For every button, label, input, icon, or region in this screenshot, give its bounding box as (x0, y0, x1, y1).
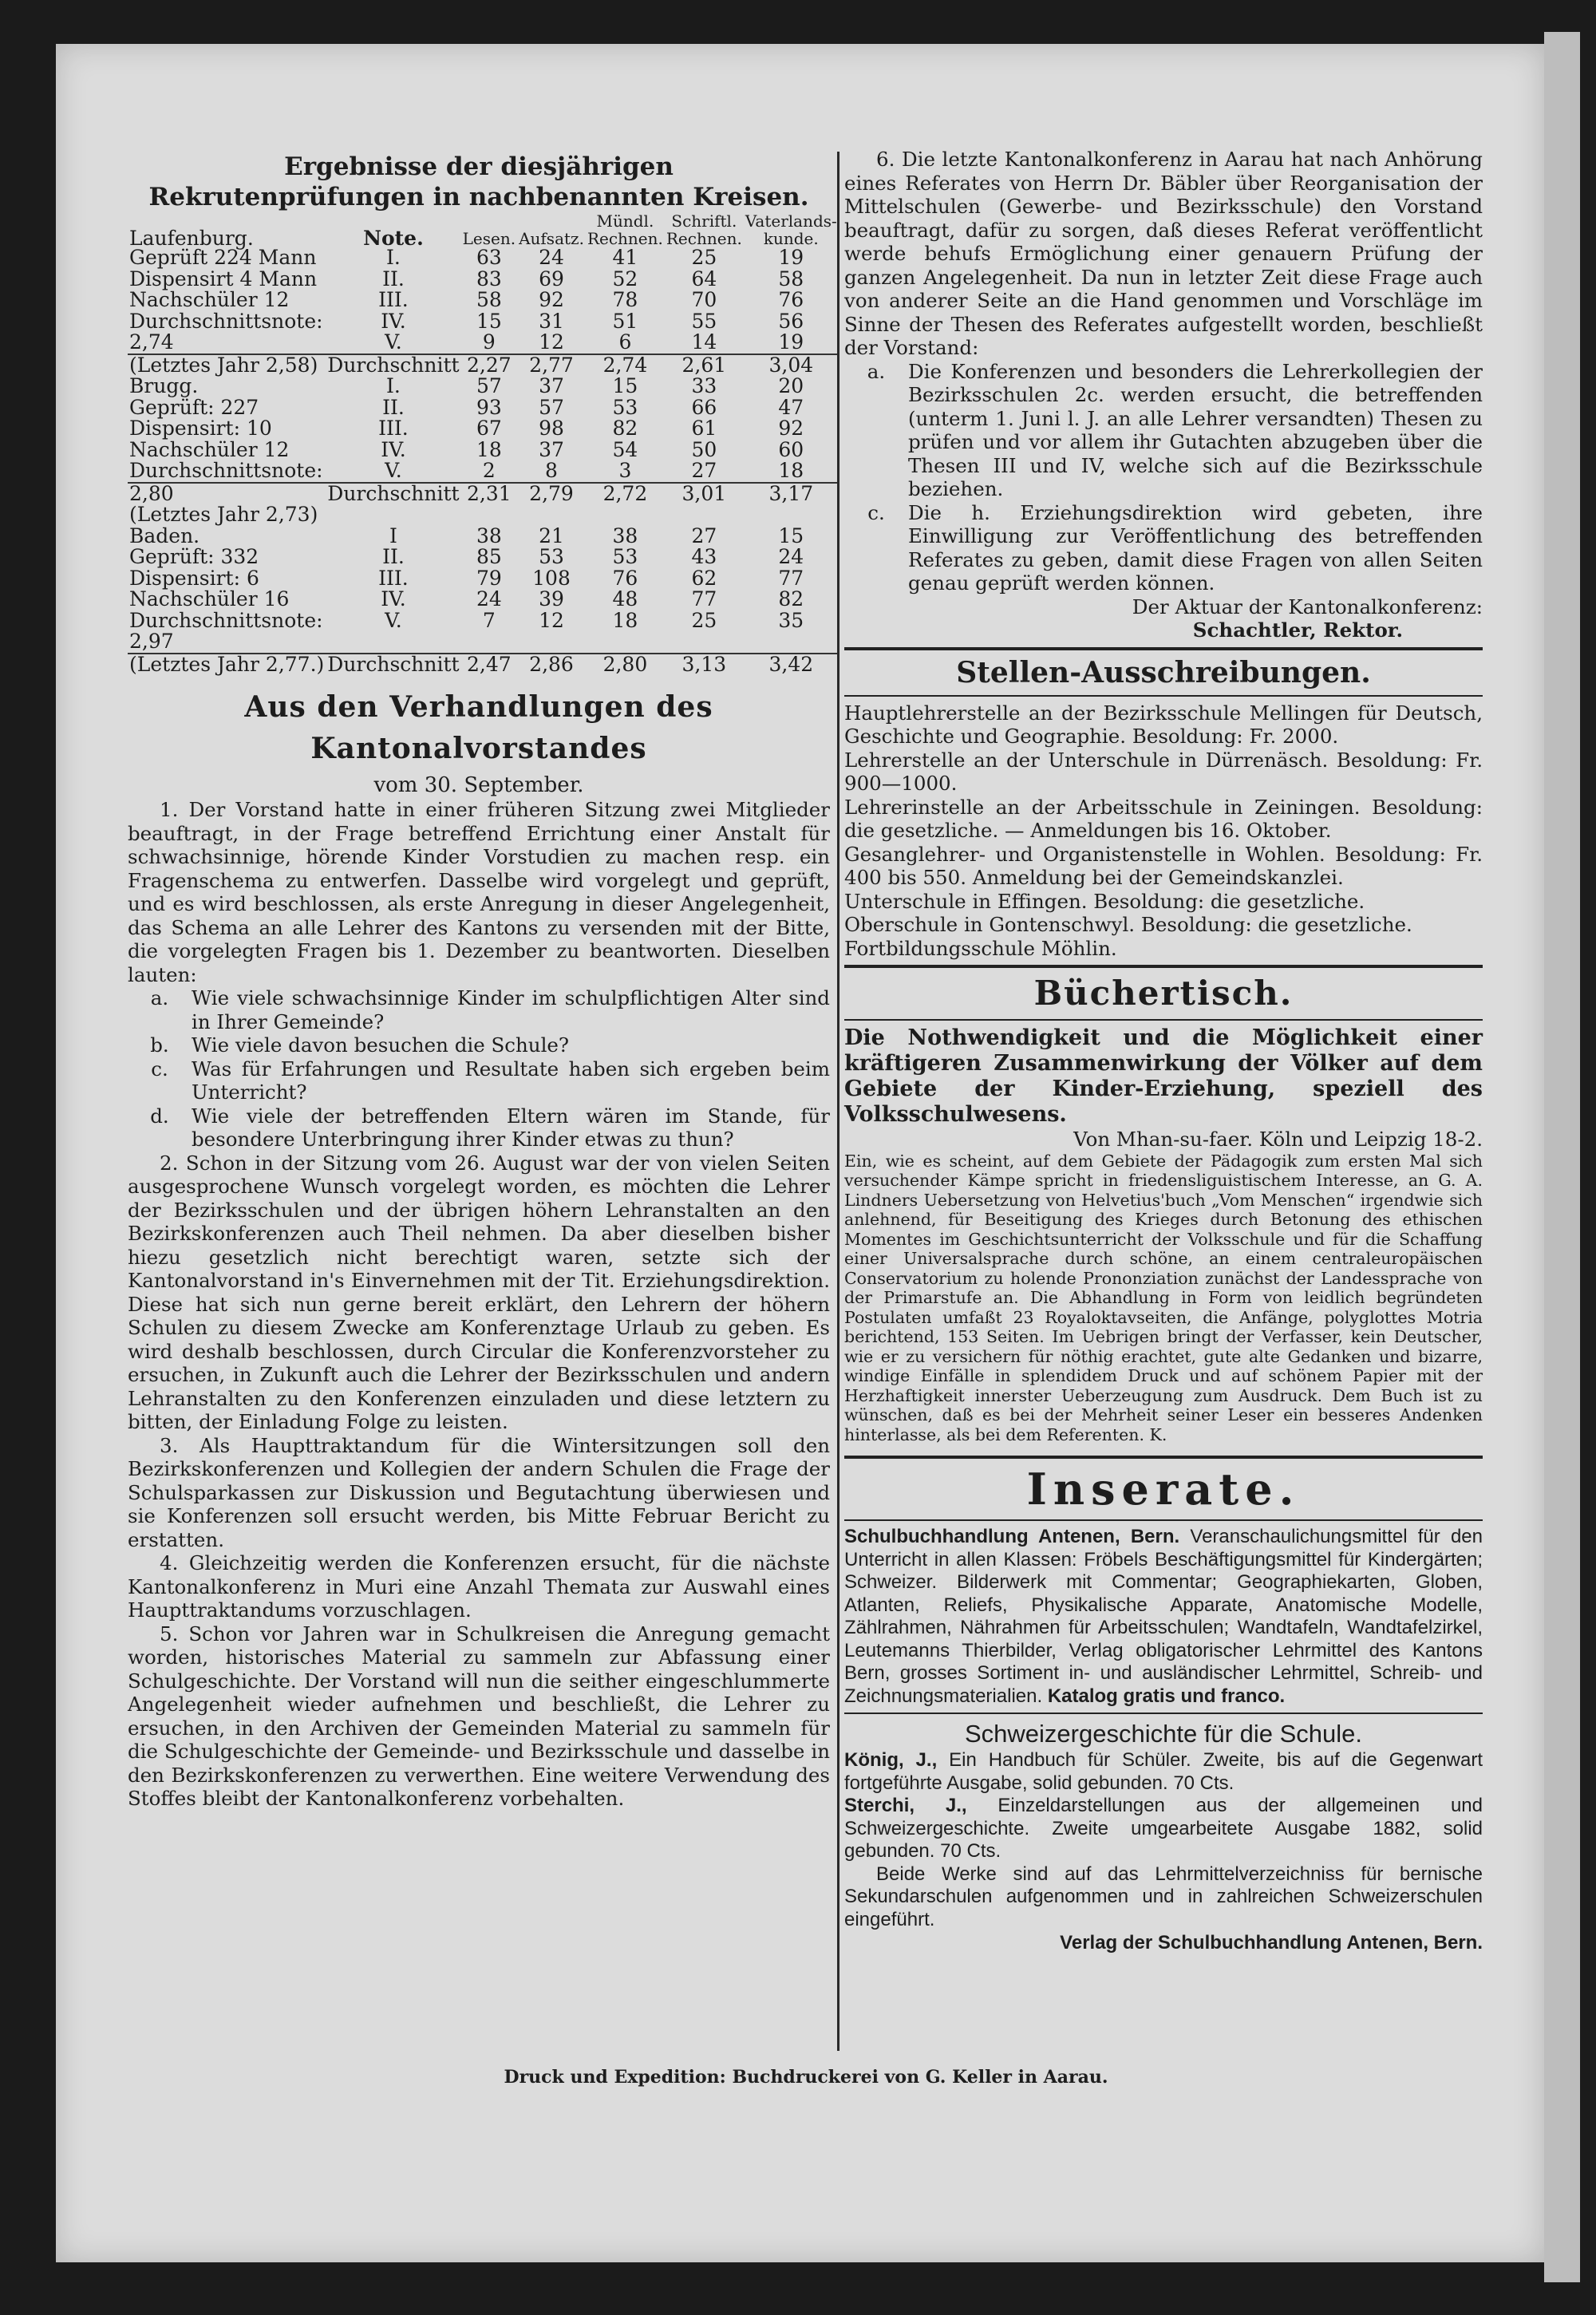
row-label: Baden. (129, 523, 200, 547)
section-rule (844, 965, 1483, 968)
value-cell: 33 (691, 374, 717, 397)
value-cell: 41 (612, 246, 638, 269)
table-row (128, 547, 839, 568)
table-row (128, 418, 839, 440)
table-row (128, 483, 839, 505)
list-item: Hauptlehrerstelle an der Bezirksschule Mellingen für Deutsch, Geschichte und Geographie. Besoldung: Fr. 2000. (844, 701, 1483, 748)
author-name: König, J., (844, 1749, 938, 1771)
value-cell: 38 (612, 523, 638, 547)
value-cell: 76 (778, 288, 804, 311)
table-row (128, 269, 839, 290)
ad-schweizergeschichte-title: Schweizergeschichte für die Schule. (965, 1720, 1362, 1748)
value-cell: 7 (482, 608, 496, 632)
book-price: 70 Cts. (940, 1840, 1001, 1862)
value-cell: 3,17 (744, 483, 839, 505)
value-cell: 77 (778, 566, 804, 590)
value-cell: 54 (612, 437, 638, 461)
row-label: Geprüft 224 Mann (129, 246, 317, 269)
list-item: Fortbildungsschule Möhlin. (844, 936, 1117, 960)
value-cell: 24 (539, 246, 564, 269)
section-rule (844, 1713, 1483, 1714)
note-cell: II. (382, 545, 405, 568)
value-cell: 92 (539, 288, 564, 311)
value-cell: 2,80 (586, 654, 665, 676)
value-cell: 12 (539, 330, 564, 354)
row-label: Dispensirt: 6 (129, 566, 259, 590)
item-label: c. (867, 500, 885, 524)
list-item (128, 1057, 830, 1104)
value-cell: 79 (476, 566, 502, 590)
paragraph-2: 2. Schon in der Sitzung vom 26. August war der von vielen Seiten ausgesprochene Wunsch vorgelegt worden, es möchten die Lehrer der Bezirksschulen und der übrigen höhern Lehranstalten an den Bezirkskonferenzen auch Theil nehmen. Da aber dieselben bisher hiezu gesetzlich nicht berechtigt waren, setzte sich der Kantonalvorstand in's Einvernehmen mit der Tit. Erziehungsdirektion. Diese hat sich nun gerne bereit erklärt, den Lehrern der höhern Schulen zu diesem Zwecke am Konferenztage Urlaub zu geben. Es wird deshalb beschlossen, durch Circular die Konferenzvorsteher zu ersuchen, in Zukunft auch die Lehrer der Bezirksschulen und andern Lehranstalten zu den Konferenzen einzuladen und diese letztern zu bitten, der Einladung Folge zu leisten. (128, 1151, 830, 1433)
value-cell: 58 (476, 288, 502, 311)
results-title: Ergebnisse der diesjährigen Rekrutenprüfungen in nachbenannten Kreisen. (148, 152, 809, 211)
value-cell: 60 (778, 437, 804, 461)
value-cell: 69 (539, 267, 564, 290)
value-cell: 83 (476, 267, 502, 290)
value-cell: 18 (476, 437, 502, 461)
table-row (128, 354, 839, 377)
results-header-row (128, 212, 839, 247)
value-cell: 2,31 (461, 483, 517, 505)
value-cell: 53 (612, 395, 638, 419)
item-text: Was für Erfahrungen und Resultate haben sich ergeben beim Unterricht? (192, 1057, 830, 1104)
row-label: Geprüft: 332 (129, 545, 259, 568)
table-row (128, 311, 839, 333)
value-cell (517, 631, 586, 654)
section-rule (844, 695, 1483, 697)
value-cell (461, 631, 517, 654)
adjacent-page-edge (1544, 32, 1580, 2282)
list-item (128, 1033, 830, 1057)
row-label: (Letztes Jahr 2,73) (129, 503, 318, 526)
value-cell: 25 (691, 246, 717, 269)
note-cell: V. (385, 608, 402, 632)
value-cell: 62 (691, 566, 717, 590)
row-label: Durchschnittsnote: (129, 608, 323, 632)
review-text: Ein, wie es scheint, auf dem Gebiete der Pädagogik zum ersten Mal sich versuchender Kämpe spricht in friedensliguistischem Interesse, an G. A. Lindners Uebersetzung von Helvetius'buch „Vom Menschen“ irgendwie sich anlehnend, für Beseitigung des Krieges durch Betonung des ethischen Momentes im Geschichtsunterricht der Volksschule und für die Schaffung einer Universalsprache durch schöne, an einem centraleuropäischen Conservatorium zu holende Prononziation zunächst der Landessprache von der Primarstufe an. Die Abhandlung in Form von leidlich begründeten Postulaten umfaßt 23 Royaloktavseiten, die Anfänge, polyglottes Motria berichtend, 153 Seiten. Im Uebrigen bringt der Verfasser, kein Deutscher, wie er zu versichern für nöthig erachtet, gute alte Gedanken und bizarre, windige Einfälle in splendidem Druck und auf schönem Papier mit der Herzhaftigkeit innerster Ueberzeugung zum Ausdruck. Dem Buch ist zu wünschen, daß es bei der Mehrheit seiner Leser ein besseres Andenken hinterlasse, als bei dem Referenten. (844, 1151, 1483, 1444)
value-cell: 2,61 (665, 354, 744, 377)
value-cell: 3,01 (665, 483, 744, 505)
value-cell: 78 (612, 288, 638, 311)
value-cell: 27 (691, 523, 717, 547)
value-cell: 38 (476, 523, 502, 547)
ad-catalog: Katalog gratis und franco. (1047, 1685, 1286, 1707)
value-cell: 2,74 (586, 354, 665, 377)
value-cell: 53 (612, 545, 638, 568)
col-header-district: Laufenburg. (129, 227, 254, 250)
book-text: Ein Handbuch für Schüler. Zweite, bis auf die Gegenwart fortgeführte Ausgabe, solid gebunden. 70 Cts. (844, 1749, 1483, 1794)
value-cell: 2,79 (517, 483, 586, 505)
note-cell: V. (385, 330, 402, 354)
table-row (128, 504, 839, 526)
ad-note: Beide Werke sind auf das Lehrmittelverzeichniss für bernische Sekundarschulen aufgenommen und in zahlreichen Schweizerschulen eingeführt. (844, 1863, 1483, 1930)
item-text: Wie viele davon besuchen die Schule? (192, 1033, 570, 1057)
review-signature: K. (1149, 1424, 1167, 1444)
value-cell (586, 504, 665, 526)
note-cell: I (389, 523, 397, 547)
value-cell: 70 (691, 288, 717, 311)
item-text: Wie viele schwachsinnige Kinder im schulpflichtigen Alter sind in Ihrer Gemeinde? (192, 986, 830, 1033)
table-row (128, 654, 839, 676)
value-cell: 24 (476, 587, 502, 610)
value-cell: 3,42 (744, 654, 839, 676)
value-cell: 39 (539, 587, 564, 610)
note-cell: IV. (381, 587, 406, 610)
value-cell: 55 (691, 309, 717, 333)
paragraph-6: 6. Die letzte Kantonalkonferenz in Aarau hat nach Anhörung eines Referates von Herrn Dr. Bäbler über Reorganisation der Mittelschulen (Gewerbe- und Bezirksschule) den Vorstand beauftragt, dafür zu sorgen, daß dieses Referat veröffentlicht werde behufs Ermöglichung einer genauern Prüfung der ganzen Angelegenheit. Da nun in letzter Zeit diese Frage auch von anderer Seite an die Hand genommen und Vorschläge im Sinne der Thesen des Referates aufgestellt worden, beschließt der Vorstand: (844, 148, 1483, 359)
ad-antenen (844, 1526, 1483, 1708)
value-cell: 2 (482, 459, 496, 482)
item-text: Wie viele der betreffenden Eltern wären im Stande, für besondere Unterbringung ihrer Kinder etwas zu thun? (192, 1104, 830, 1151)
row-label: (Letztes Jahr 2,58) (128, 354, 326, 377)
list-item: Unterschule in Effingen. Besoldung: die gesetzliche. (844, 889, 1365, 913)
value-cell: 15 (476, 309, 502, 333)
book-author: Von Mhan-su-faer. Köln und Leipzig 18-2. (1073, 1128, 1483, 1151)
note-cell: V. (385, 459, 402, 482)
value-cell: 85 (476, 545, 502, 568)
row-label: Dispensirt 4 Mann (129, 267, 318, 290)
verhandlungen-date: vom 30. September. (373, 773, 584, 797)
list-item (844, 501, 1483, 595)
row-label: (Letztes Jahr 2,77.) (129, 652, 325, 676)
verhandlungen-title: Aus den Verhandlungen des Kantonalvorstandes (244, 690, 713, 765)
note-cell: Durchschnitt (327, 353, 460, 377)
item-text: Die Konferenzen und besonders die Lehrerkollegien der Bezirksschulen 2c. werden ersucht, die betreffenden (unterm 1. Juni l. J. an alle Lehrer versandten) Thesen zu prüfen und vor allem ihr Gutachten abzugeben über die Thesen III und IV, welche sich auf die Bezirksschule beziehen. (908, 359, 1483, 500)
note-cell: Durchschnitt (327, 652, 460, 676)
value-cell: 3 (618, 459, 632, 482)
table-row (128, 610, 839, 632)
stellen-list (844, 701, 1483, 961)
paragraph-5: 5. Schon vor Jahren war in Schulkreisen die Anregung gemacht worden, historisches Material zu sammeln zur Abfassung einer Schulgeschichte. Der Vorstand will nun die seither eingeschlummerte Angelegenheit wieder aufnehmen und beschließt, die Lehrer zu ersuchen, in den Archiven der Gemeinden Material zu sammeln für die Schulgeschichte der Gemeinde- und Bezirksschule und dasselbe in den Bezirkskonferenzen zu verwerthen. Eine weitere Verwendung des Stoffes bleibt der Kantonalkonferenz vorbehalten. (128, 1622, 830, 1810)
value-cell: 2,86 (517, 654, 586, 676)
table-row (128, 460, 839, 483)
col-header-muendl: Mündl. Rechnen. (587, 211, 663, 248)
note-cell: III. (378, 288, 409, 311)
value-cell: 47 (778, 395, 804, 419)
value-cell: 8 (545, 459, 558, 482)
left-column (128, 152, 837, 1811)
results-table (128, 212, 839, 675)
value-cell: 108 (532, 566, 571, 590)
note-cell: Durchschnitt (327, 481, 460, 505)
table-row (128, 290, 839, 311)
value-cell: 57 (476, 374, 502, 397)
ad-firm: Schulbuchhandlung Antenen, Bern. (844, 1526, 1180, 1547)
item-label: d. (150, 1104, 169, 1128)
book-headline: Die Nothwendigkeit und die Möglichkeit einer kräftigeren Zusammenwirkung der Völker auf dem Gebiete der Kinder-Erziehung, speziell des Volksschulwesens. (844, 1025, 1483, 1127)
note-cell: IV. (381, 437, 406, 461)
value-cell (461, 504, 517, 526)
value-cell: 18 (778, 459, 804, 482)
value-cell (586, 631, 665, 654)
row-label: Durchschnittsnote: (129, 309, 323, 333)
note-cell: III. (378, 417, 409, 440)
value-cell: 50 (691, 437, 717, 461)
value-cell (665, 504, 744, 526)
value-cell: 19 (778, 246, 804, 269)
signature-title: Der Aktuar der Kantonalkonferenz: (1132, 595, 1483, 618)
value-cell: 77 (691, 587, 717, 610)
value-cell: 2,77 (517, 354, 586, 377)
author-name: Sterchi, J., (844, 1795, 967, 1816)
table-row (128, 440, 839, 461)
value-cell: 76 (612, 566, 638, 590)
stellen-title: Stellen-Ausschreibungen. (956, 655, 1371, 689)
list-item: Lehrerstelle an der Unterschule in Dürrenäsch. Besoldung: Fr. 900—1000. (844, 748, 1483, 795)
table-row (128, 631, 839, 654)
section-rule (844, 1019, 1483, 1021)
value-cell: 25 (691, 608, 717, 632)
imprint-footer: Druck und Expedition: Buchdruckerei von G. Keller in Aarau. (504, 2067, 1108, 2088)
row-label: Brugg. (129, 374, 199, 397)
value-cell: 19 (778, 330, 804, 354)
value-cell: 43 (691, 545, 717, 568)
value-cell: 56 (778, 309, 804, 333)
row-label: 2,74 (129, 330, 174, 354)
value-cell: 6 (618, 330, 632, 354)
value-cell: 92 (778, 417, 804, 440)
ad-text: Veranschaulichungsmittel für den Unterricht in allen Klassen: Fröbels Beschäftigungsmittel für Kindergärten; Schweizer. Bilderwerk mit Commentar; Geographiekarten, Globen, Atlanten, Reliefs, Physikalische Apparate, Anatomische Modelle, Zählrahmen, Nährahmen für Arbeitsschulen; Wandtafeln, Wandtafelzirkel, Leutemanns Thierbilder, Verlag obligatorischer Lehrmittel des Kantons Bern, grosses Sortiment in- und ausländischer Lehrmittel, Schreib- und Zeichnungsmaterialien. (844, 1526, 1483, 1707)
value-cell: 37 (539, 374, 564, 397)
value-cell: 3,13 (665, 654, 744, 676)
value-cell: 2,72 (586, 483, 665, 505)
row-label: Nachschüler 12 (129, 437, 290, 461)
note-cell: I. (386, 246, 401, 269)
value-cell (665, 631, 744, 654)
note-cell (326, 631, 460, 654)
row-label: Nachschüler 16 (129, 587, 290, 610)
item-text: Die h. Erziehungsdirektion wird gebeten, ihre Einwilligung zur Veröffentlichung des betreffenden Referates zu geben, damit diese Fragen von allen Seiten genau geprüft werden können. (908, 500, 1483, 595)
section-rule (844, 1456, 1483, 1459)
value-cell: 66 (691, 395, 717, 419)
col-header-aufsatz: Aufsatz. (519, 229, 584, 248)
row-label: Dispensirt: 10 (129, 417, 272, 440)
value-cell: 52 (612, 267, 638, 290)
value-cell: 15 (778, 523, 804, 547)
row-label: 2,97 (129, 630, 174, 653)
paragraph-4: 4. Gleichzeitig werden die Konferenzen ersucht, für die nächste Kantonalkonferenz in Muri eine Anzahl Themata zur Auswahl eines Haupttraktandums vorzuschlagen. (128, 1551, 830, 1622)
value-cell: 37 (539, 437, 564, 461)
value-cell (744, 504, 839, 526)
table-row (128, 589, 839, 610)
signature-name: Schachtler, Rektor. (1192, 618, 1403, 642)
value-cell: 48 (612, 587, 638, 610)
table-row (128, 247, 839, 269)
list-item (844, 360, 1483, 501)
table-row (128, 397, 839, 419)
value-cell (744, 631, 839, 654)
column-divider (837, 152, 839, 2051)
value-cell: 24 (778, 545, 804, 568)
value-cell: 82 (612, 417, 638, 440)
value-cell: 82 (778, 587, 804, 610)
paragraph-3: 3. Als Haupttraktandum für die Wintersitzungen soll den Bezirkskonferenzen und Kollegien der andern Schulen die Frage der Schulsparkassen zur Diskussion und Begutachtung überwiesen und sie Konferenzen soll ersucht werden, bis Mitte Februar Bericht zu erstatten. (128, 1433, 830, 1551)
value-cell: 35 (778, 608, 804, 632)
list-item: Oberschule in Gontenschwyl. Besoldung: die gesetzliche. (844, 913, 1412, 936)
paragraph-1: 1. Der Vorstand hatte in einer früheren Sitzung zwei Mitglieder beauftragt, in der Frage betreffend Errichtung einer Anstalt für schwachsinnige, hörende Kinder Vorstudien zu machen resp. ein Fragenschema zu entwerfen. Dasselbe wird vorgelegt und geprüft, und es wird beschlossen, als erste Anregung in dieser Angelegenheit, das Schema an alle Lehrer des Kantons zu versenden mit der Bitte, die vorgelegten Fragen bis 1. Dezember zu beantworten. Dieselben lauten: (128, 798, 830, 986)
buechertisch-title: Büchertisch. (1033, 974, 1294, 1013)
value-cell: 27 (691, 459, 717, 482)
value-cell: 12 (539, 608, 564, 632)
value-cell: 15 (612, 374, 638, 397)
value-cell: 21 (539, 523, 564, 547)
book-review (844, 1152, 1483, 1445)
col-header-note: Note. (363, 227, 424, 250)
value-cell: 2,47 (461, 654, 517, 676)
list-item (128, 986, 830, 1033)
value-cell: 53 (539, 545, 564, 568)
note-cell: II. (382, 267, 405, 290)
note-cell (326, 504, 460, 526)
item-label: c. (151, 1057, 168, 1080)
col-header-schriftl: Schriftl. Rechnen. (666, 211, 742, 248)
ad-verlag: Verlag der Schulbuchhandlung Antenen, Bern. (1060, 1932, 1483, 1954)
value-cell: 9 (482, 330, 496, 354)
value-cell: 61 (691, 417, 717, 440)
value-cell: 63 (476, 246, 502, 269)
question-list (128, 986, 830, 1152)
col-header-lesen: Lesen. (462, 229, 516, 248)
row-label: Durchschnittsnote: (129, 459, 323, 482)
value-cell: 2,27 (461, 354, 517, 377)
list-item (128, 1104, 830, 1152)
table-row (128, 376, 839, 397)
item-label: b. (150, 1033, 169, 1057)
section-rule (844, 1519, 1483, 1521)
value-cell: 67 (476, 417, 502, 440)
item-label: a. (867, 359, 886, 383)
col-header-vaterland: Vaterlands-kunde. (745, 211, 837, 248)
row-label: Nachschüler 12 (129, 288, 290, 311)
value-cell: 3,04 (744, 354, 839, 377)
value-cell: 57 (539, 395, 564, 419)
list-item: Gesanglehrer- und Organistenstelle in Wohlen. Besoldung: Fr. 400 bis 550. Anmeldung bei der Gemeindskanzlei. (844, 842, 1483, 889)
value-cell: 58 (778, 267, 804, 290)
list-item: Lehrerinstelle an der Arbeitsschule in Zeiningen. Besoldung: die gesetzliche. — Anmeldungen bis 16. Oktober. (844, 795, 1483, 842)
right-column (844, 148, 1483, 1955)
note-cell: I. (386, 374, 401, 397)
value-cell: 31 (539, 309, 564, 333)
book-text: Einzeldarstellungen aus der allgemeinen und Schweizergeschichte. Zweite umgearbeitete Ausgabe 1882, solid gebunden. (844, 1795, 1483, 1862)
value-cell: 51 (612, 309, 638, 333)
note-cell: III. (378, 566, 409, 590)
row-label: Geprüft: 227 (129, 395, 259, 419)
inserate-title: Inserate. (1026, 1464, 1301, 1515)
section-rule (844, 647, 1483, 650)
note-cell: II. (382, 395, 405, 419)
row-label: 2,80 (128, 483, 326, 505)
table-row (128, 332, 839, 354)
value-cell: 93 (476, 395, 502, 419)
table-row (128, 526, 839, 547)
value-cell: 98 (539, 417, 564, 440)
results-body (128, 247, 839, 675)
table-row (128, 568, 839, 590)
value-cell: 18 (612, 608, 638, 632)
value-cell: 20 (778, 374, 804, 397)
item-label: a. (150, 986, 169, 1009)
note-cell: IV. (381, 309, 406, 333)
ad-koenig (844, 1749, 1483, 1795)
value-cell (517, 504, 586, 526)
value-cell: 14 (691, 330, 717, 354)
value-cell: 64 (691, 267, 717, 290)
ad-sterchi (844, 1795, 1483, 1863)
